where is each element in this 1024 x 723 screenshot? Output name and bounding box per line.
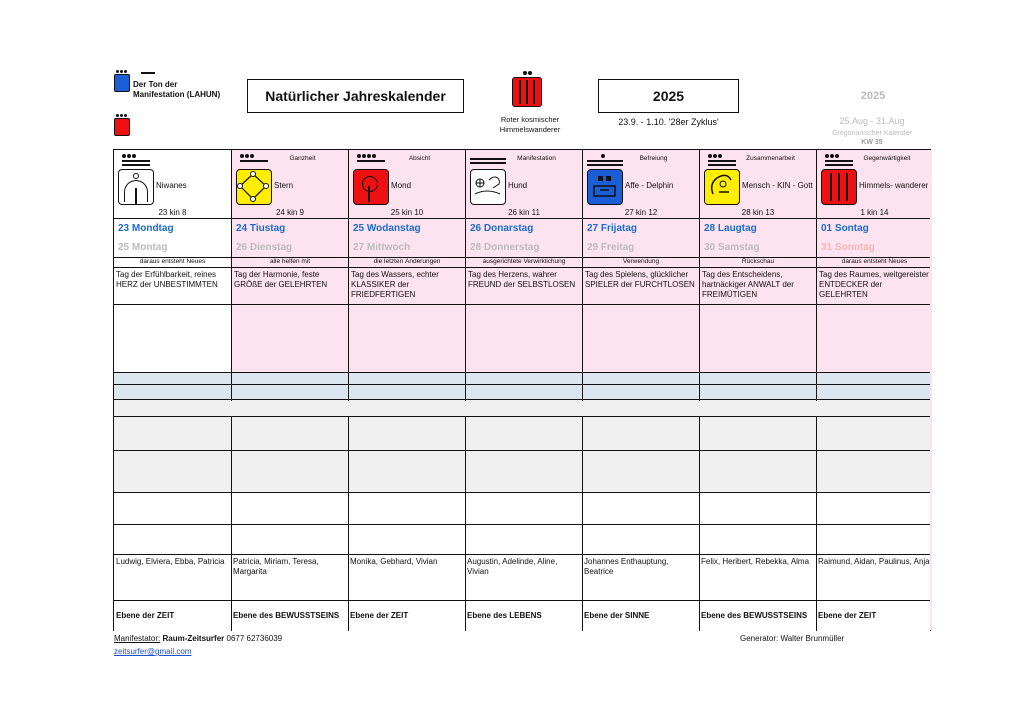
seal-name: Hund	[508, 181, 528, 190]
name-days: Monika, Gebhard, Vivian	[350, 557, 438, 566]
day-level: Ebene des LEBENS	[467, 611, 542, 620]
gregorian-day-label: 30 Samstag	[704, 242, 760, 253]
day-level: Ebene des BEWUSSTSEINS	[233, 611, 340, 620]
seal-name: Mensch - KIN - Gott	[742, 181, 813, 190]
kin-number: 23 kin 8	[158, 208, 187, 217]
names-row	[114, 555, 930, 631]
day13-label: 27 Frijatag	[587, 223, 638, 234]
monkey-seal-icon	[587, 169, 623, 205]
seal-caption: Roter kosmischer Himmelswanderer	[499, 115, 561, 134]
row-divider	[114, 257, 930, 258]
day13-label: 23 Mondtag	[118, 223, 174, 234]
skywalker-seal-icon	[821, 169, 857, 205]
row-divider	[114, 218, 930, 219]
name-days: Augustin, Adelinde, Aline, Vivian	[467, 557, 558, 576]
dog-seal-icon	[470, 169, 506, 205]
day-affirmation: Tag des Wassers, echter KLASSIKER der FRIEDFERTIGEN	[351, 270, 439, 299]
day13-label: 24 Tiustag	[236, 223, 286, 234]
day-level: Ebene der ZEIT	[116, 611, 175, 620]
row-divider	[114, 450, 930, 451]
day-affirmation: Tag der Erfühlbarkeit, reines HERZ der UNBESTIMMTEN	[116, 270, 218, 289]
generator-credit: Generator: Walter Brunmüller	[740, 634, 845, 643]
day-motto: Rückschau	[741, 258, 775, 265]
greg-label: Gregorianischer Kalender	[832, 130, 912, 137]
tone-label: Absicht	[408, 155, 431, 162]
name-days: Patricia, Miriam, Teresa, Margarita	[233, 557, 319, 576]
week-number: KW 35	[861, 139, 883, 146]
manifestator-name: Raum-Zeitsurfer	[162, 634, 225, 643]
day-motto: alle helfen mit	[269, 258, 311, 265]
band-verticals-hide	[115, 401, 930, 416]
row-divider	[114, 524, 930, 525]
day-affirmation: Tag des Herzens, wahrer FREUND der SELBSTLOSEN	[468, 270, 576, 289]
manifestator-line	[114, 634, 282, 643]
day-motto: die letzten Änderungen	[373, 258, 441, 265]
name-days: Felix, Heribert, Rebekka, Alma	[701, 557, 810, 566]
day13-label: 01 Sontag	[821, 223, 869, 234]
day13-label: 26 Donarstag	[470, 223, 534, 234]
kin-number: 28 kin 13	[741, 208, 775, 217]
page-title: Natürlicher Jahreskalender	[247, 79, 464, 113]
seal-name: Affe - Delphin	[625, 181, 674, 190]
gregorian-day-label: 31 Sonntag	[821, 242, 875, 253]
kin-number: 24 kin 9	[275, 208, 305, 217]
day-level: Ebene der ZEIT	[818, 611, 877, 620]
cycle-info: 23.9. - 1.10. '28er Zyklus'	[618, 117, 719, 127]
tone-label: Zusammenarbeit	[746, 155, 795, 162]
manifestator-label: Manifestator:	[114, 634, 161, 643]
gregorian-day-label: 25 Montag	[118, 242, 168, 253]
day-affirmation: Tag des Raumes, weitgereister ENTDECKER der GELEHRTEN	[819, 270, 929, 299]
kin-number: 1 kin 14	[860, 208, 889, 217]
name-days: Ludwig, Elviera, Ebba, Patricia	[116, 557, 225, 566]
row-divider	[114, 384, 930, 385]
day-motto: daraus entsteht Neues	[841, 258, 908, 265]
name-days: Johannes Enthauptung, Beatrice	[584, 557, 669, 576]
seal-name: Stern	[274, 181, 294, 190]
gregorian-day-label: 26 Dienstag	[236, 242, 293, 253]
year-title: 2025	[598, 79, 739, 113]
day-motto: ausgerichtete Verwirklichung	[482, 258, 566, 265]
niwanes-seal-icon	[118, 169, 154, 205]
name-days: Raimund, Aidan, Paulinus, Anja	[818, 557, 930, 566]
tone-glyph-header	[114, 70, 130, 92]
day-affirmation: Tag der Harmonie, feste GRÖßE der GELEHRTEN	[234, 270, 328, 289]
tone-label: Gegenwärtigkeit	[863, 155, 911, 162]
day-level: Ebene des BEWUSSTSEINS	[701, 611, 808, 620]
tone-label: Manifestation	[517, 155, 556, 162]
human-seal-icon	[704, 169, 740, 205]
tone-label: Befreiung	[639, 155, 668, 162]
tone-label: Der Ton der Manifestation (LAHUN)	[133, 80, 221, 99]
seal-name: Himmels- wanderer	[859, 181, 929, 190]
gregorian-day-label: 29 Freitag	[587, 242, 635, 253]
day-motto: Verwendung	[622, 258, 660, 265]
seal-name: Niwanes	[156, 181, 187, 190]
day13-label: 25 Wodanstag	[353, 223, 421, 234]
star-seal-icon	[236, 169, 272, 205]
seal-name: Mond	[391, 181, 412, 190]
tone-bar-icon	[141, 72, 155, 74]
gregorian-day-label: 27 Mittwoch	[353, 242, 411, 253]
red-skywalker-seal-icon	[512, 71, 542, 107]
gregorian-day-label: 28 Donnerstag	[470, 242, 540, 253]
row-divider	[114, 304, 930, 305]
greg-year: 2025	[860, 90, 886, 102]
email-link[interactable]: zeitsurfer@gmail.com	[114, 647, 192, 656]
red-seal-small-icon	[114, 114, 130, 136]
phone-number: 0677 62736039	[226, 634, 283, 643]
kin-number: 27 kin 12	[624, 208, 658, 217]
day13-label: 28 Laugtag	[704, 223, 757, 234]
moon-seal-icon	[353, 169, 389, 205]
day-level: Ebene der ZEIT	[350, 611, 409, 620]
day-motto: daraus entsteht Neues	[139, 258, 206, 265]
gray-band	[114, 417, 930, 493]
tone-label: Ganzheit	[289, 155, 316, 162]
greg-range: 25.Aug - 31.Aug	[839, 116, 905, 126]
day-affirmation: Tag des Entscheidens, hartnäckiger ANWALT der FREIMÜTIGEN	[702, 270, 794, 299]
blue-band	[114, 372, 930, 400]
kin-number: 26 kin 11	[508, 208, 540, 217]
kin-number: 25 kin 10	[390, 208, 424, 217]
row-divider	[114, 267, 930, 268]
day-affirmation: Tag des Spielens, glücklicher SPIELER der FURCHTLOSEN	[585, 270, 695, 289]
day-level: Ebene der SINNE	[584, 611, 650, 620]
tone-dots-icon	[122, 154, 150, 166]
week-grid	[113, 149, 931, 631]
